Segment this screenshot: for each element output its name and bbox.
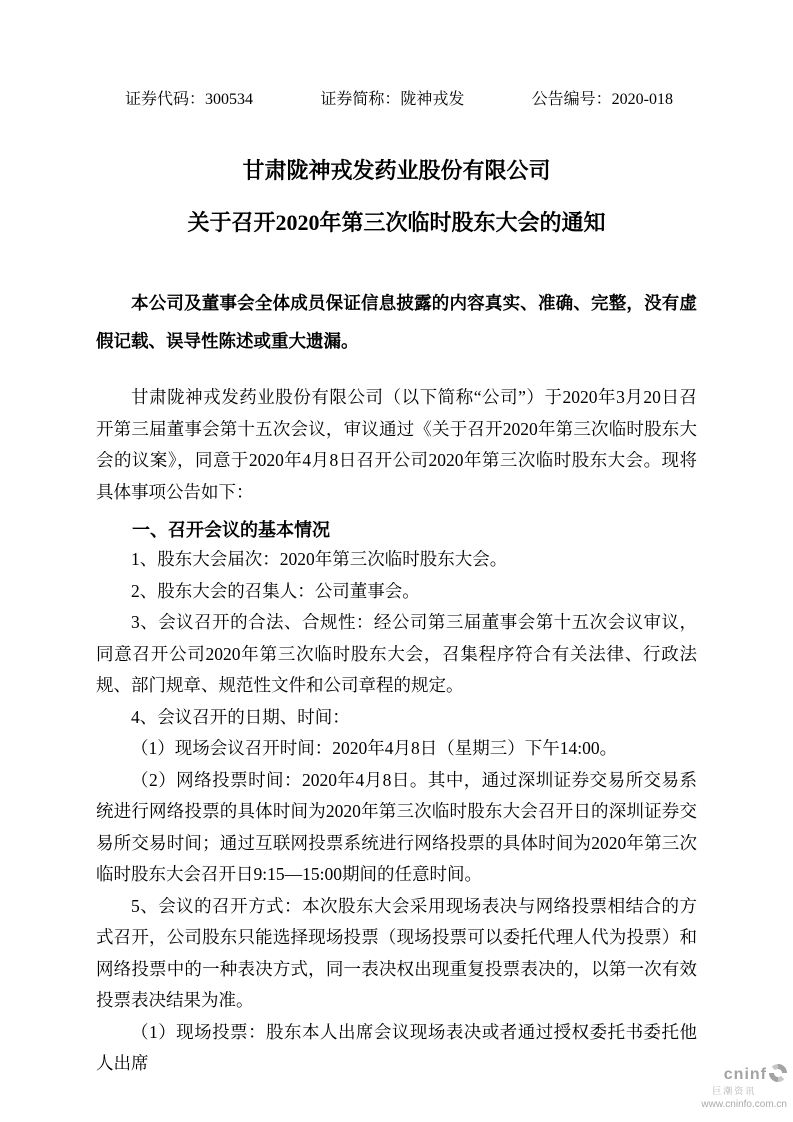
stock-short-name: 证券简称：陇神戎发 <box>320 91 465 108</box>
paragraph-meeting-session: 1、股东大会届次：2020年第三次临时股东大会。 <box>131 549 508 569</box>
section-heading-basic-info: 一、召开会议的基本情况 <box>132 520 330 540</box>
paragraph-onsite-time: （1）现场会议召开时间：2020年4月8日（星期三）下午14:00。 <box>131 738 618 758</box>
intro-paragraph: 甘肃陇神戎发药业股份有限公司（以下简称“公司”）于2020年3月20日召开第三届董事会第十五次会议，审议通过《关于召开2020年第三次临时股东大会的议案》，同意于2020年4月8日召开公司2020年第三次临时股东大会。现将具体事项公告如下： <box>96 387 697 502</box>
notice-title: 关于召开2020年第三次临时股东大会的通知 <box>187 210 606 235</box>
announcement-number: 公告编号：2020-018 <box>531 91 673 108</box>
company-name-title: 甘肃陇神戎发药业股份有限公司 <box>242 158 551 183</box>
paragraph-meeting-method: 5、会议的召开方式：本次股东大会采用现场表决与网络投票相结合的方式召开，公司股东只能选择现场投票（现场投票可以委托代理人代为投票）和网络投票中的一种表决方式，同一表决权出现重复投票表决的，以第一次有效投票表决结果为准。 <box>96 895 697 1010</box>
stock-code: 证券代码：300534 <box>125 91 254 108</box>
paragraph-legality: 3、会议召开的合法、合规性：经公司第三届董事会第十五次会议审议，同意召开公司2020年第三次临时股东大会，召集程序符合有关法律、行政法规、部门规章、规范性文件和公司章程的规定。 <box>96 612 697 695</box>
cninfo-brand-row <box>701 1064 787 1087</box>
paragraph-online-voting-time: （2）网络投票时间：2020年4月8日。其中，通过深圳证券交易所交易系统进行网络投票的具体时间为2020年第三次临时股东大会召开日的深圳证券交易所交易时间；通过互联网投票系统进行网络投票的具体时间为2020年第三次临时股东大会召开日9:15—15:00期间的任意时间。 <box>96 769 697 884</box>
cninfo-url: www.cninfo.com.cn <box>701 1099 787 1110</box>
document-header <box>96 90 697 110</box>
paragraph-date-time: 4、会议召开的日期、时间： <box>131 706 350 727</box>
paragraph-onsite-voting: （1）现场投票：股东本人出席会议现场表决或者通过授权委托书委托他人出席 <box>96 1021 697 1073</box>
cninfo-watermark <box>701 1064 787 1110</box>
paragraph-convener: 2、股东大会的召集人：公司董事会。 <box>131 580 420 601</box>
cninfo-chinese-name: 巨潮资讯 <box>712 1086 757 1097</box>
cninfo-swirl-logo-icon <box>769 1064 787 1087</box>
disclaimer-statement: 本公司及董事会全体成员保证信息披露的内容真实、准确、完整，没有虚假记载、误导性陈述或重大遗漏。 <box>96 293 697 351</box>
cninfo-brand-text: cninf <box>723 1066 767 1084</box>
